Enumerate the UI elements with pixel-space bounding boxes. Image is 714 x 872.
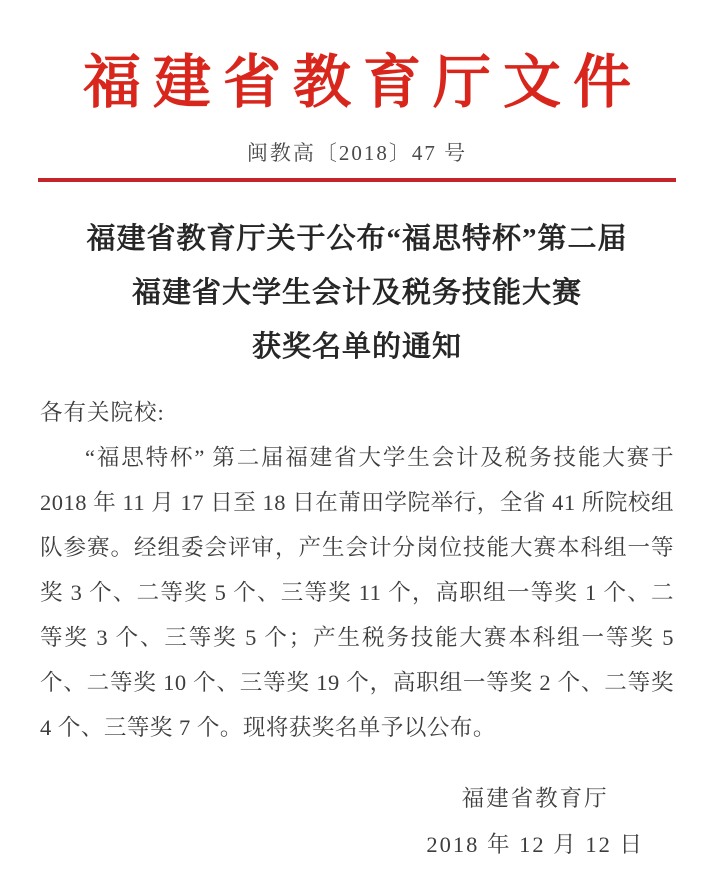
signature-block bbox=[426, 776, 644, 868]
document-subject bbox=[30, 212, 684, 374]
signature-org: 福建省教育厅 bbox=[461, 786, 609, 811]
body-paragraph: “福思特杯” 第二届福建省大学生会计及税务技能大赛于 2018 年 11 月 17 日至 18 日在莆田学院举行，全省 41 所院校组队参赛。经组委会评审，产生会计分岗位技能大赛本科组一等奖 3 个、二等奖 5 个、三等奖 11 个，高职组一等奖 1 个、二等奖 3 个、三等奖 5 个；产生税务技能大赛本科组一等奖 5 个、二等奖 10 个、三等奖 19 个，高职组一等奖 2 个、二等奖 4 个、三等奖 7 个。现将获奖名单予以公布。 bbox=[40, 445, 674, 740]
subject-line-1: 福建省教育厅关于公布“福思特杯”第二届 bbox=[86, 223, 628, 255]
document-body bbox=[40, 390, 674, 750]
document-number: 闽教高〔2018〕47 号 bbox=[246, 141, 468, 165]
red-divider-rule bbox=[38, 178, 676, 182]
document-header-title: 福建省教育厅文件 bbox=[82, 50, 643, 115]
salutation: 各有关院校: bbox=[40, 400, 165, 425]
signature-date: 2018 年 12 月 12 日 bbox=[426, 832, 644, 857]
subject-line-3: 获奖名单的通知 bbox=[251, 331, 462, 363]
subject-line-2: 福建省大学生会计及税务技能大赛 bbox=[131, 277, 582, 309]
